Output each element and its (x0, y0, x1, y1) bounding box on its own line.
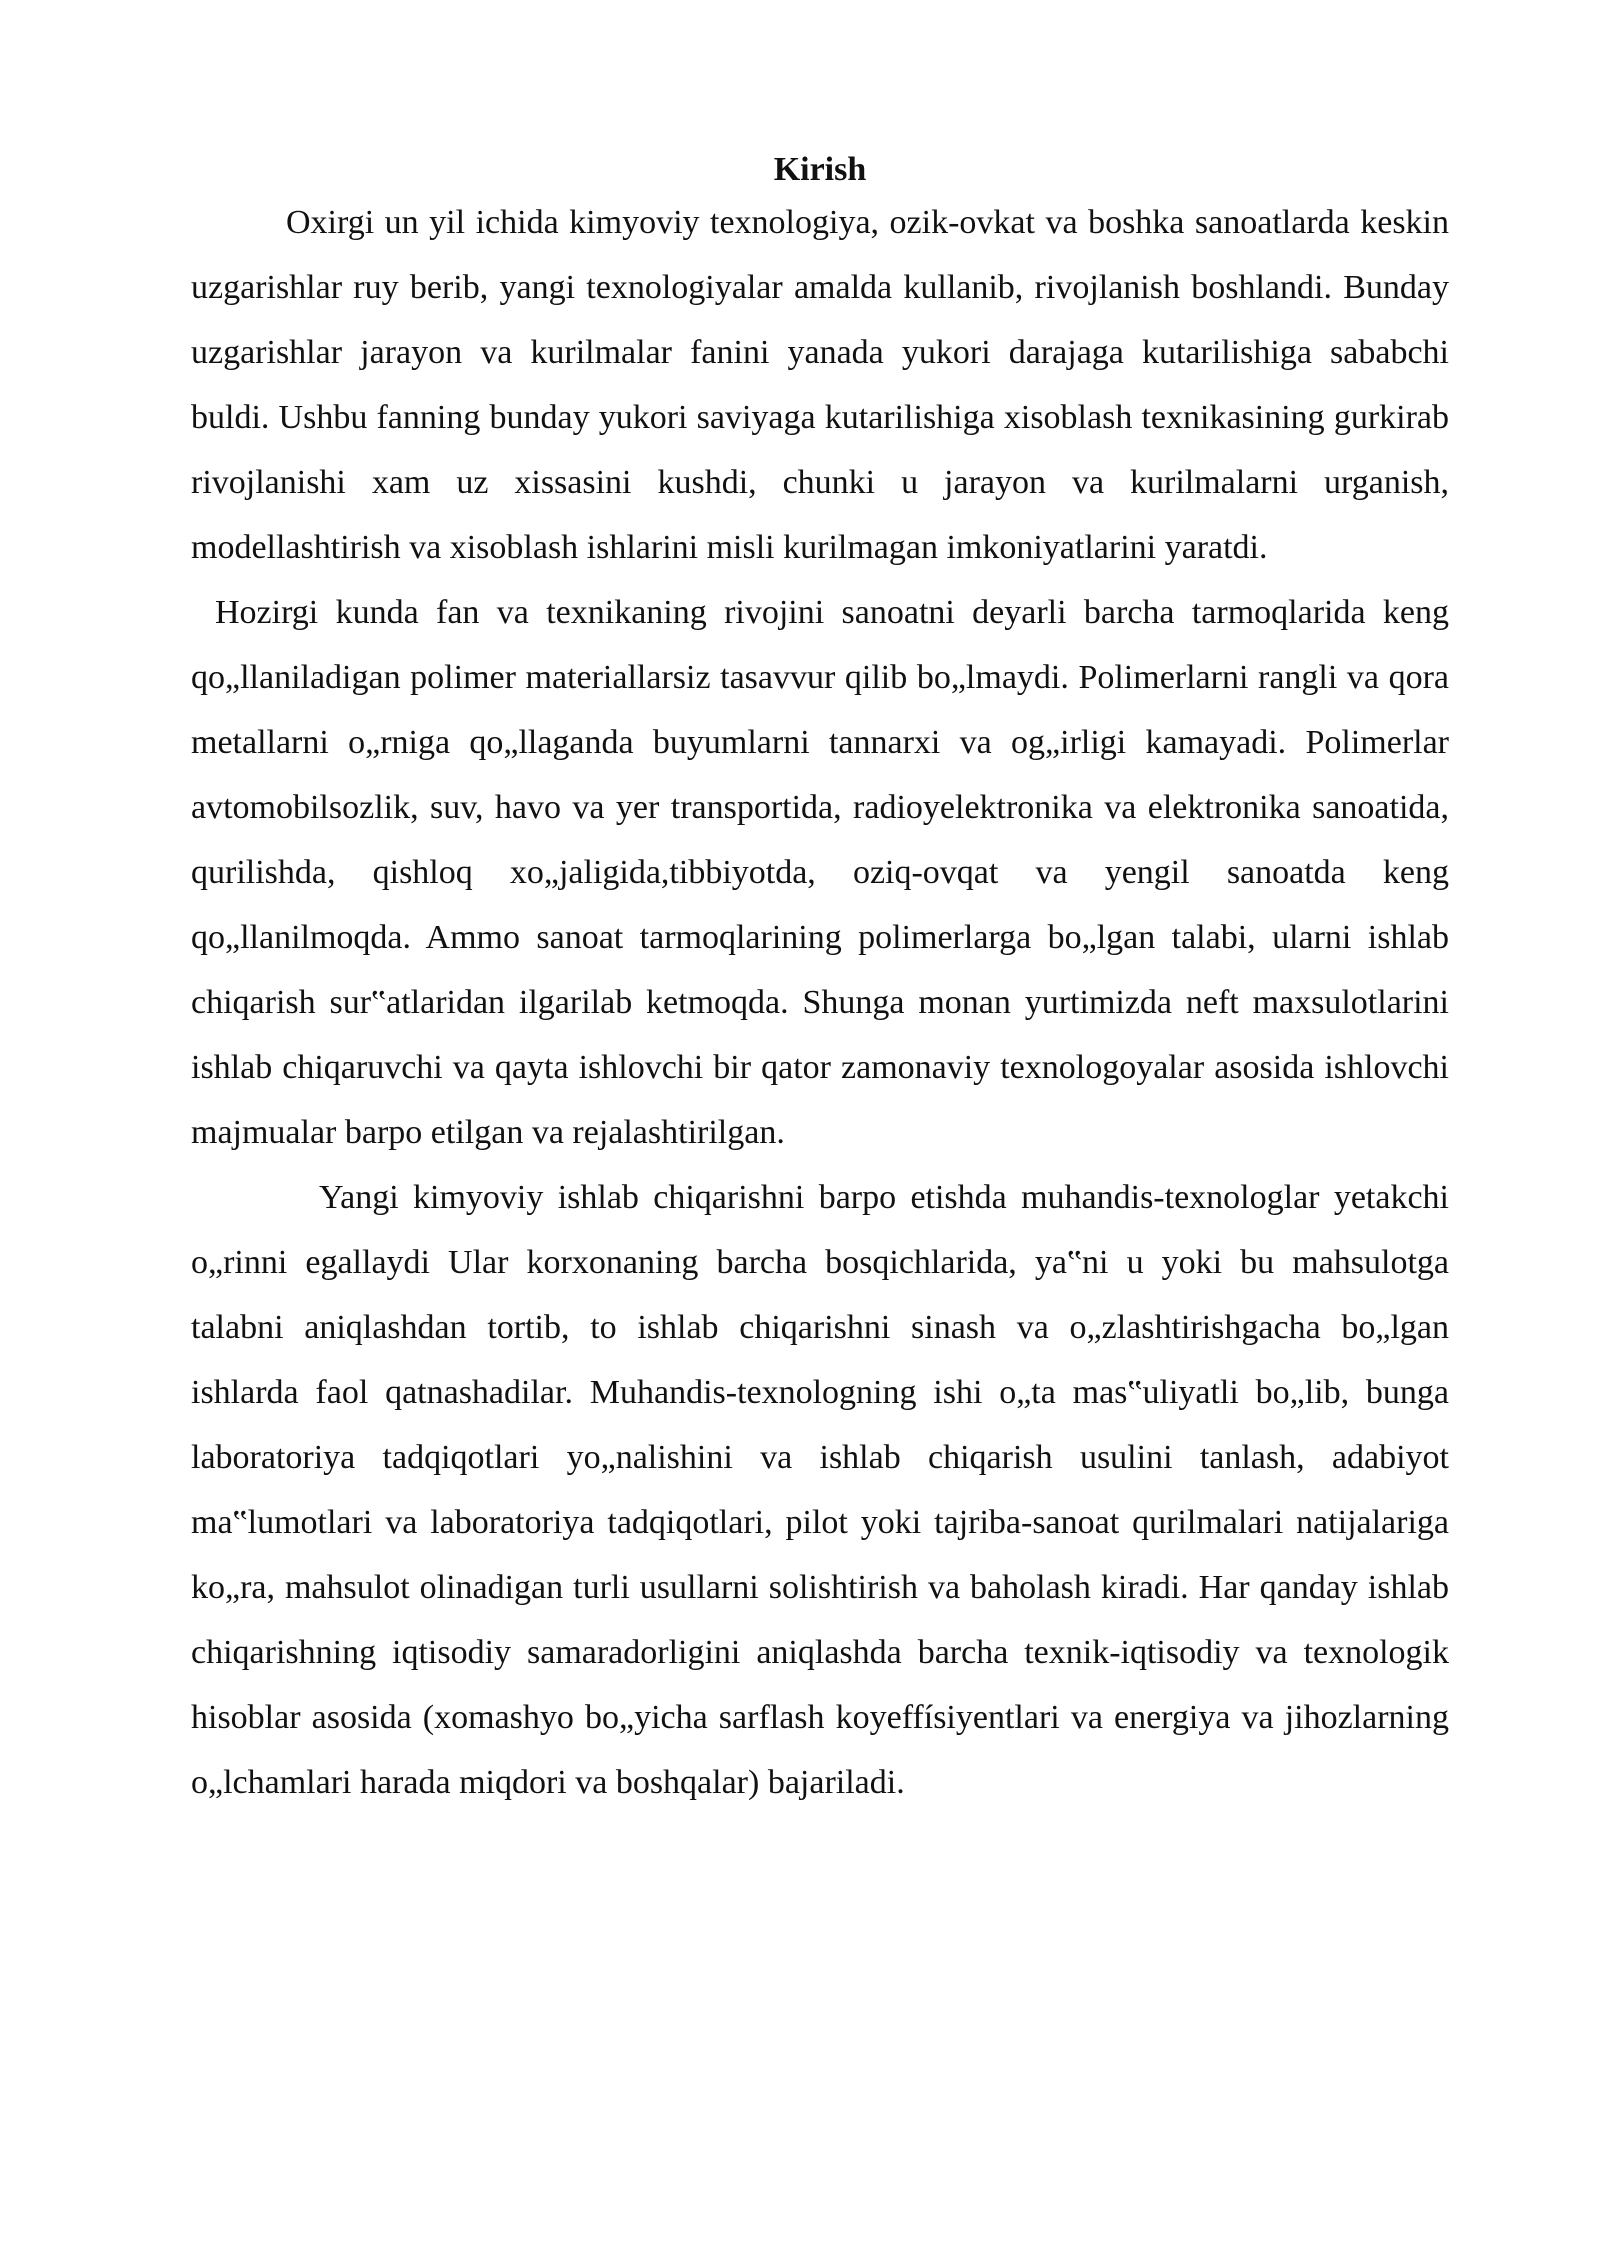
paragraph-1: Oxirgi un yil ichida kimyoviy texnologiya, ozik-ovkat va boshka sanoatlarda keskin uzgarishlar ruy berib, yangi texnologiyalar amalda kullanib, rivojlanish boshlandi. Bunday uzgarishlar jarayon va kurilmalar fanini yanada yukori darajaga kutarilishiga sababchi buldi. Ushbu fanning bunday yukori saviyaga kutarilishiga xisoblash texnikasining gurkirab rivojlanishi xam uz xissasini kushdi, chunki u jarayon va kurilmalarni urganish, modellashtirish va xisoblash ishlarini misli kurilmagan imkoniyatlarini yaratdi. (191, 204, 1449, 566)
document-body (191, 150, 1449, 1815)
paragraph-2: Hozirgi kunda fan va texnikaning rivojini sanoatni deyarli barcha tarmoqlarida keng qo„llaniladigan polimer materiallarsiz tasavvur qilib bo„lmaydi. Polimerlarni rangli va qora metallarni o„rniga qo„llaganda buyumlarni tannarxi va og„irligi kamayadi. Polimerlar avtomobilsozlik, suv, havo va yer transportida, radioyelektronika va elektronika sanoatida, qurilishda, qishloq xo„jaligida,tibbiyotda, oziq-ovqat va yengil sanoatda keng qo„llanilmoqda. Ammo sanoat tarmoqlarining polimerlarga bo„lgan talabi, ularni ishlab chiqarish sur‟atlaridan ilgarilab ketmoqda. Shunga monan yurtimizda neft maxsulotlarini ishlab chiqaruvchi va qayta ishlovchi bir qator zamonaviy texnologoyalar asosida ishlovchi majmualar barpo etilgan va rejalashtirilgan. (191, 594, 1449, 1151)
document-title: Kirish (773, 151, 867, 188)
paragraph-3: Yangi kimyoviy ishlab chiqarishni barpo etishda muhandis-texnologlar yetakchi o„rinni egallaydi Ular korxonaning barcha bosqichlarida, ya‟ni u yoki bu mahsulotga talabni aniqlashdan tortib, to ishlab chiqarishni sinash va o„zlashtirishgacha bo„lgan ishlarda faol qatnashadilar. Muhandis-texnologning ishi o„ta mas‟uliyatli bo„lib, bunga laboratoriya tadqiqotlari yo„nalishini va ishlab chiqarish usulini tanlash, adabiyot ma‟lumotlari va laboratoriya tadqiqotlari, pilot yoki tajriba-sanoat qurilmalari natijalariga ko„ra, mahsulot olinadigan turli usullarni solishtirish va baholash kiradi. Har qanday ishlab chiqarishning iqtisodiy samaradorligini aniqlashda barcha texnik-iqtisodiy va texnologik hisoblar asosida (xomashyo bo„yicha sarflash koyeffísiyentlari va energiya va jihozlarning o„lchamlari harada miqdori va boshqalar) bajariladi. (191, 1179, 1449, 1801)
